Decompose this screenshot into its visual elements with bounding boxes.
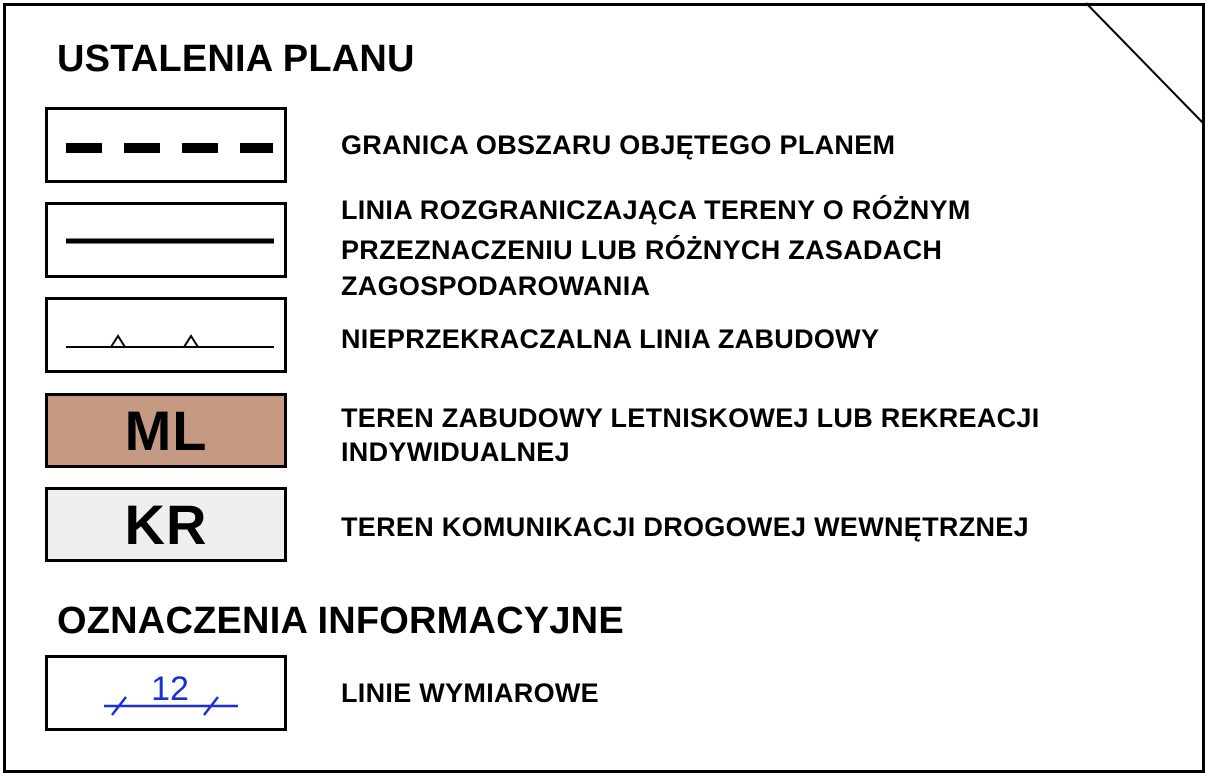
zone-code-ml: ML xyxy=(48,396,284,465)
heading-informational: OZNACZENIA INFORMACYJNE xyxy=(57,600,624,642)
legend-label-kr: TEREN KOMUNIKACJI DROGOWEJ WEWNĘTRZNEJ xyxy=(341,512,1029,542)
zone-code-kr: KR xyxy=(48,490,284,559)
legend-label-boundary: GRANICA OBSZARU OBJĘTEGO PLANEM xyxy=(341,130,896,160)
legend-label-dimension: LINIE WYMIAROWE xyxy=(341,678,599,708)
symbol-boundary-dashed-line xyxy=(45,107,287,183)
legend-label-demarcation: LINIA ROZGRANICZAJĄCA TERENY O RÓŻNYM PRZEZNACZENIU LUB RÓŻNYCH ZASADACH ZAGOSPODAROWANIA xyxy=(341,195,971,301)
symbol-demarcation-solid-line xyxy=(45,202,287,278)
dimension-value: 12 xyxy=(151,670,189,708)
heading-plan-settings: USTALENIA PLANU xyxy=(57,38,415,80)
symbol-zone-kr xyxy=(45,487,287,562)
legend-label-building-line: NIEPRZEKRACZALNA LINIA ZABUDOWY xyxy=(341,324,880,354)
legend-label-ml: TEREN ZABUDOWY LETNISKOWEJ LUB REKREACJI INDYWIDUALNEJ xyxy=(341,403,1040,467)
symbol-building-line xyxy=(45,297,287,373)
symbol-zone-ml xyxy=(45,393,287,468)
corner-diagonal-line xyxy=(1080,0,1206,126)
symbol-dimension-line xyxy=(45,655,287,731)
